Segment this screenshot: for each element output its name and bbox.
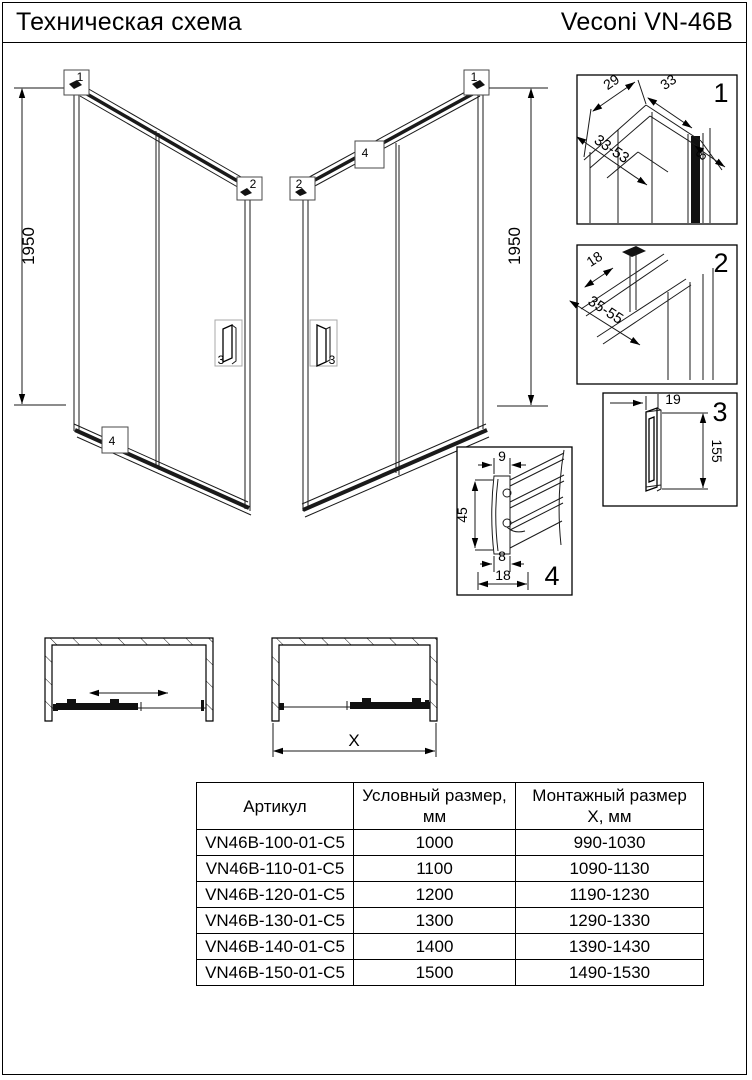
door-handle: [317, 325, 326, 366]
page-title: Техническая схема: [16, 7, 242, 36]
table-header-article: Артикул: [197, 783, 354, 830]
detail-1-dim-8: 8: [692, 147, 710, 163]
callout-3: 3: [328, 353, 336, 367]
left-door-view: [14, 70, 262, 515]
size-cell: 1100: [354, 856, 516, 882]
plan-view-left: [45, 638, 213, 721]
plan-width-dim: X: [348, 731, 360, 750]
table-header-row: [197, 783, 704, 830]
detail-3-number: 3: [712, 397, 728, 427]
callout-2: 2: [295, 177, 303, 191]
detail-3-handle: [603, 391, 737, 506]
detail-4-dim-9: 9: [498, 448, 506, 464]
mount-cell: 1390-1430: [516, 934, 704, 960]
detail-1-number: 1: [713, 78, 729, 108]
detail-1-dim-33-53: 33-53: [590, 131, 633, 168]
table-row: [197, 960, 704, 986]
detail-4-dim-18: 18: [495, 567, 511, 583]
table-row: [197, 934, 704, 960]
sliding-panel: [56, 703, 138, 710]
article-cell: VN46B-140-01-C5: [197, 934, 354, 960]
table-header-mount: Монтажный размер Х, мм: [516, 783, 704, 830]
callout-4-box: [355, 141, 384, 168]
mount-cell: 1490-1530: [516, 960, 704, 986]
plan-view-right: [272, 638, 437, 757]
detail-1-top-rail: [577, 71, 737, 224]
detail-3-dim-155: 155: [709, 439, 725, 463]
size-table: [196, 782, 704, 986]
detail-4-dim-8: 8: [498, 548, 506, 564]
mount-cell: 990-1030: [516, 830, 704, 856]
mount-cell: 1290-1330: [516, 908, 704, 934]
detail-2-number: 2: [713, 248, 729, 278]
size-cell: 1000: [354, 830, 516, 856]
mount-cell: 1090-1130: [516, 856, 704, 882]
size-cell: 1400: [354, 934, 516, 960]
table-header-size: Условный размер, мм: [354, 783, 516, 830]
model-name: Veconi VN-46B: [560, 7, 733, 36]
article-cell: VN46B-110-01-C5: [197, 856, 354, 882]
article-cell: VN46B-100-01-C5: [197, 830, 354, 856]
detail-2-dim-35-55: 35-55: [584, 292, 627, 328]
table-row: [197, 856, 704, 882]
detail-2-dim-18: 18: [583, 247, 606, 270]
detail-1-dim-29: 29: [600, 70, 623, 93]
callout-4: 4: [361, 146, 369, 160]
size-cell: 1300: [354, 908, 516, 934]
door-handle: [223, 325, 232, 362]
size-cell: 1500: [354, 960, 516, 986]
detail-4-dim-45: 45: [454, 507, 470, 523]
article-cell: VN46B-130-01-C5: [197, 908, 354, 934]
detail-1-dim-33: 33: [657, 70, 680, 93]
size-cell: 1200: [354, 882, 516, 908]
mount-cell: 1190-1230: [516, 882, 704, 908]
article-cell: VN46B-150-01-C5: [197, 960, 354, 986]
detail-3-dim-19: 19: [665, 391, 681, 407]
callout-1: 1: [76, 70, 84, 84]
callout-4: 4: [108, 434, 116, 448]
detail-2-wall-profile: [570, 245, 737, 384]
table-row: [197, 908, 704, 934]
left-height-dim: 1950: [19, 227, 38, 265]
table-row: [197, 882, 704, 908]
table-row: [197, 830, 704, 856]
callout-1: 1: [470, 70, 478, 84]
article-cell: VN46B-120-01-C5: [197, 882, 354, 908]
detail-4-number: 4: [544, 561, 560, 591]
detail-4-bottom-profile: [454, 447, 572, 595]
callout-3: 3: [217, 353, 225, 367]
callout-2: 2: [249, 177, 257, 191]
sliding-panel: [350, 702, 430, 709]
right-height-dim: 1950: [505, 227, 524, 265]
